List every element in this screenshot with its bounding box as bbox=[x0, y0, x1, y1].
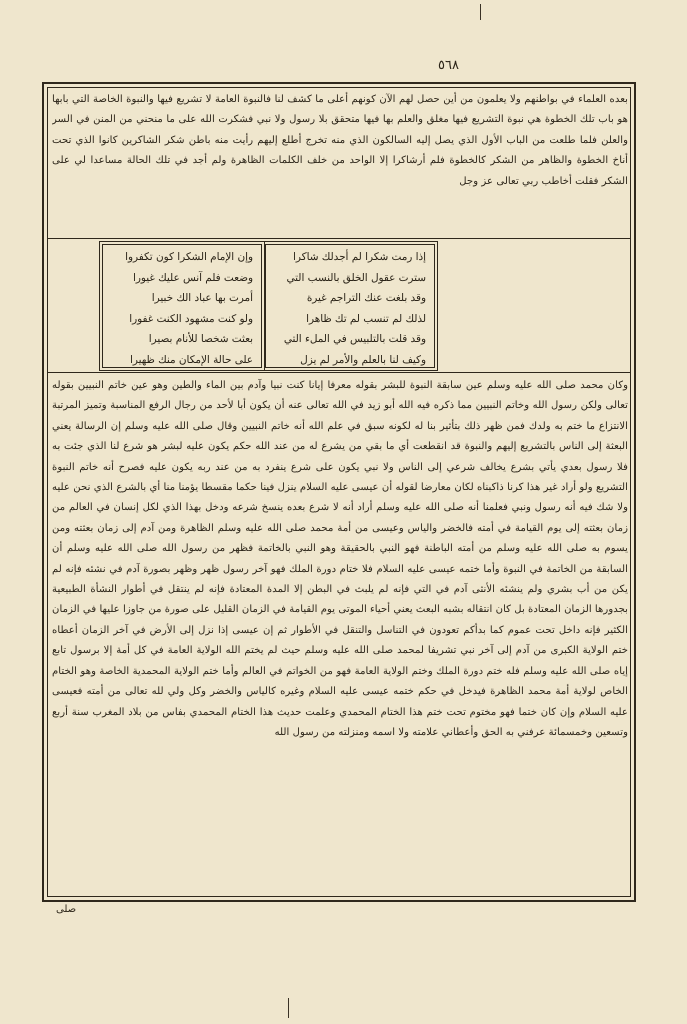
poem-verse: بعثت شخصا للأنام بصيرا bbox=[148, 333, 253, 345]
margin-tick-top bbox=[480, 4, 481, 20]
intro-text-block bbox=[52, 90, 628, 235]
poem-verse: سترت عقول الخلق بالنسب التي bbox=[286, 271, 426, 284]
poem-verse: إذا رمت شكرا لم أجدلك شاكرا bbox=[293, 251, 426, 263]
page-number: ٥٦٨ bbox=[438, 58, 459, 73]
poem-verse: على حالة الإمكان منك ظهيرا bbox=[129, 353, 253, 366]
margin-tick-bottom bbox=[288, 998, 289, 1018]
poem-left-column bbox=[102, 244, 262, 368]
intro-paragraph: بعده العلماء في بواطنهم ولا يعلمون من أين حصل لهم الآن كونهم أعلى ما كشف لنا فالنبوة العامة لا تشريع فيها والنبوة الخاصة التي بابها هو باب تلك الخطوة هي نبوة التشريع فيها مغلق والعلم بها فيها متحقق بلا رسول ولا نبي فشكرت الله على ما منحني من المنن في السر والعلن فلما طلعت من الباب الأول الذي يصل إليه السالكون الذي منه تخرج أطلع إليهم رأيت منه باطن شكر الشاكرين كانوا الذي تحت أناخ الخطوة والظاهر من الشكر كالخطوة فلم أرشاكرا إلا الواحد من خلف الكلمات الظاهرة ولم أجد في تلك الحالة مساعدا لي على الشكر فقلت أخاطب ربي تعالى عز وجل bbox=[52, 94, 628, 187]
poem-right-column bbox=[265, 244, 435, 368]
poem-verse: وكيف لنا بالعلم والأمر لم يزل bbox=[300, 353, 426, 366]
poem-verse: وإن الإمام الشكرا كون تكفروا bbox=[125, 251, 253, 263]
poem-verse: وقد بلغت عنك التراجم غيرة bbox=[306, 292, 426, 304]
poem-verse: لذلك لم تنسب لم تك ظاهرا bbox=[306, 312, 426, 325]
section-divider-bottom bbox=[48, 372, 630, 373]
catchword: صلى bbox=[56, 904, 77, 915]
poem-verse: وقد قلت بالتلبيس في الملء التي bbox=[283, 333, 426, 345]
poem-verse: أمرت بها عباد الك خبيرا bbox=[151, 292, 253, 304]
poem-verse: ولو كنت مشهود الكنت غفورا bbox=[129, 312, 253, 325]
poem-verse: وضعت فلم آنس عليك غيورا bbox=[133, 271, 253, 284]
main-text-block bbox=[52, 376, 628, 896]
section-divider-top bbox=[48, 238, 630, 239]
main-paragraph: وكان محمد صلى الله عليه وسلم عين سابقة النبوة للبشر بقوله معرفا إيانا كنت نبيا وآدم بين الماء والطين وهو عين خاتم النبيين بقوله تعالى ولكن رسول الله وخاتم النبيين مما ذكره فيه الله أبو زيد في الله تعالى عنه أن يكون أبا لأحد من رجال الرفع المناسبة وتميز المرتبة الانتزاع ما ختم به ولدك فمن ظهر ذلك بتأثير بنا له لكونه سبق في علم الله أنه خاتم النبيين وقال صلى الله عليه وسلم إن الرسالة يعني البعثة إلى الناس بالتشريع إليهم والنبوة قد انقطعت أي ما بقي من يشرع له من عند الله حكم يكون عليه لبشر هو شرع لنا الذي جئت به فلا رسول بعدي يأتي بشرع يخالف شرعي إلى الناس ولا نبي يكون على شرع ينفرد به من عند ربه يكون عليه فصرح أنه خاتم النبوة التشريع ولو أراد غير هذا كرنا ذاكبناه لكان معارضا لقوله أن عيسى عليه السلام ينزل فينا حكما مقسطا يؤمنا منا أي بالشرع الذي نحن عليه ولا شك فيه أنه رسول ونبي فعلمنا أنه صلى الله عليه وسلم أراد أنه لا شرع بعده ينسخ شرعه ودخل بهذا الذي لكل إنسان في العالم من زمان بعثته إلى يوم القيامة في أمته فالخضر والياس وعيسى من أمة محمد صلى الله عليه وسلم الظاهرة ومن آدم إلى زمان بعثته ومن يسوم به صلى الله عليه وسلم من أمته الباطنة فهو النبي بالحقيقة وهو النبي بالخاتمة فظهر من رسول الله صلى الله عليه وسلم أن السابقة من الخاتمة في النبوة وأما ختمه عيسى عليه السلام فلا ختام دورة الملك فهو آخر رسول ظهر وظهر بصورة آدم في نشئه فإنه لم يكن من أب بشري ولم ينشئه الأنثى آدم في التي فإنه لم يلبث في البطن إلا المدة المعتادة فإنه لم ينتقل في أطوار النشأة الطبيعية بجدورها الزمان المعتادة بل كان انتقاله بشبه البعث يعني أحياء الموتى يوم القيامة في الزمان القليل على صورة من جاوزا عليها في الزمان الكثير فإنه داخل تحت عموم كما بدأكم تعودون في التناسل والتنقل في الأطوار ثم إن عيسى إذا نزل إلى الأرض في آخر الزمان أعطاه ختم الولاية الكبرى من آدم إلى آخر نبي تشريفا لمحمد صلى الله عليه وسلم حيث لم يختم الله الولاية العامة في كل أمة إلا برسول تابع إياه صلى الله عليه وسلم فله ختم دورة الملك وختم الولاية العامة فهو من الخواتم في العالم وأما ختم الولاية المحمدية الخاصة وهو الختام الخاص لولاية أمة محمد الظاهرة فيدخل في حكم ختمه عيسى عليه السلام وغيره كالياس والخضر وكل ولي لله تعالى من أمته فعيسى عليه السلام وإن كان ختما فهو مختوم تحت ختم هذا الختام المحمدي وعلمت حديث هذا الختام المحمدي بفاس من بلاد المغرب سنة أربع وتسعين وخمسمائة عرفني به الحق وأعطاني علامته ولا اسمه ومنزلته من رسول الله bbox=[52, 380, 628, 738]
